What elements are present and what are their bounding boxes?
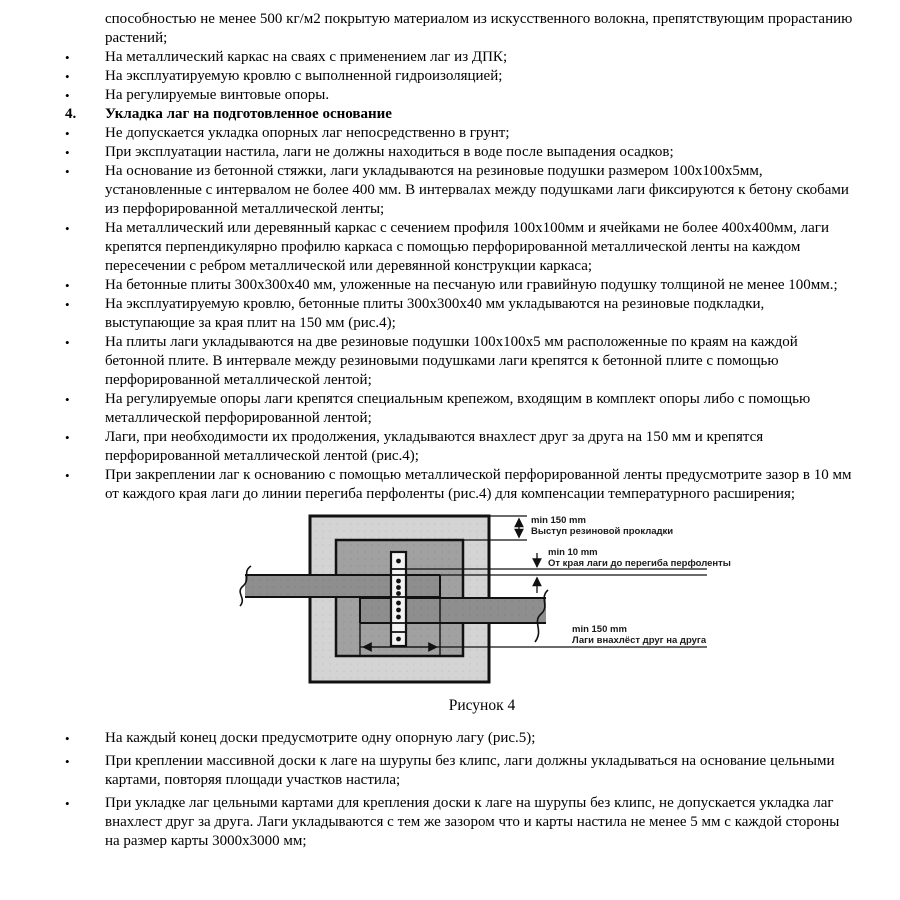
list-item — [62, 10, 857, 48]
section-number: 4. — [65, 106, 77, 122]
list-item-text: При эксплуатации настила, лаги не должны находиться в воде после выпадения осадков; — [105, 144, 674, 160]
list-item — [62, 794, 857, 851]
bullet-marker: • — [65, 50, 70, 65]
list-item-text: На каждый конец доски предусмотрите одну опорную лагу (рис.5); — [105, 730, 536, 746]
list-item-text: На металлический каркас на сваях с применением лаг из ДПК; — [105, 49, 508, 65]
figure-caption: Рисунок 4 — [448, 697, 516, 714]
bullet-marker: • — [65, 88, 70, 103]
list-item-text: При закреплении лаг к основанию с помощью металлической перфорированной ленты предусмотрите зазор в 10 мм от каждого края лаги до линии перегиба перфоленты (рис.4) для компенсации температурного расширения; — [105, 467, 852, 502]
bullet-marker: • — [65, 335, 70, 350]
bullet-marker: • — [65, 221, 70, 236]
list-item-text: На основание из бетонной стяжки, лаги укладываются на резиновые подушки размером 100х100х5мм, установленные с интервалом не более 400 мм. В интервалах между подушками лаги фиксируются к бетону скобами из перфорированной металлической ленты; — [105, 163, 849, 217]
document-page — [62, 10, 857, 851]
list-item — [62, 143, 857, 162]
bullet-marker: • — [65, 796, 70, 811]
bullet-marker: • — [65, 278, 70, 293]
annotation-pad-line1: min 150 mm — [531, 515, 586, 526]
list-item — [62, 162, 857, 219]
list-item — [62, 428, 857, 466]
list-item — [62, 219, 857, 276]
bullet-marker: • — [65, 69, 70, 84]
list-item — [62, 124, 857, 143]
annotation-fold-line1: min 10 mm — [548, 547, 598, 558]
annotation-pad-line2: Выступ резиновой прокладки — [531, 526, 674, 537]
section-heading — [62, 105, 857, 124]
annotation-fold-line2: От края лаги до перегиба перфоленты — [548, 558, 731, 569]
list-item — [62, 48, 857, 67]
perforated-tape — [391, 552, 406, 646]
bullet-marker: • — [65, 430, 70, 445]
annotation-overlap-line1: min 150 mm — [572, 624, 627, 635]
list-item — [62, 295, 857, 333]
list-item — [62, 67, 857, 86]
list-item — [62, 752, 857, 790]
list-item — [62, 729, 857, 748]
list-item-text: При креплении массивной доски к лаге на шурупы без клипс, лаги должны укладываться на основание цельными картами, повторяя площади участков настила; — [105, 753, 835, 788]
bullet-marker: • — [65, 164, 70, 179]
list-item-text: На регулируемые винтовые опоры. — [105, 87, 330, 103]
bullet-marker: • — [65, 145, 70, 160]
bullet-marker: • — [65, 126, 70, 141]
list-item-text: На эксплуатируемую кровлю, бетонные плиты 300х300х40 мм укладываются на резиновые подкладки, выступающие за края плит на 150 мм (рис.4); — [105, 296, 765, 331]
figure-diagram — [230, 508, 770, 690]
list-item — [62, 86, 857, 105]
bullet-marker: • — [65, 754, 70, 769]
figure-4 — [62, 508, 857, 723]
bullet-marker: • — [65, 468, 70, 483]
list-item-text: На регулируемые опоры лаги крепятся специальным крепежом, входящим в комплект опоры либо с помощью металлической перфорированной лентой; — [105, 391, 811, 426]
list-item-text: Не допускается укладка опорных лаг непосредственно в грунт; — [105, 125, 510, 141]
bullet-marker: • — [65, 731, 70, 746]
list-item — [62, 390, 857, 428]
list-item-text: На металлический или деревянный каркас с сечением профиля 100х100мм и ячейками не более 400х400мм, лаги крепятся перпендикулярно профилю каркаса с помощью перфорированной металлической ленты на каждом пересечении с ребром металлической или деревянной конструкции каркаса; — [105, 220, 829, 274]
annotation-overlap-line2: Лаги внахлёст друг на друга — [572, 635, 707, 646]
list-item — [62, 276, 857, 295]
list-item — [62, 333, 857, 390]
list-item-text: На эксплуатируемую кровлю с выполненной гидроизоляцией; — [105, 68, 503, 84]
bullet-marker: • — [65, 297, 70, 312]
list-item — [62, 466, 857, 504]
bullet-marker: • — [65, 392, 70, 407]
section-title: Укладка лаг на подготовленное основание — [105, 106, 392, 122]
list-item-text: Лаги, при необходимости их продолжения, укладываются внахлест друг за друга на 150 мм и крепятся перфорированной металлической лентой (рис.4); — [105, 429, 764, 464]
list-item-text: На бетонные плиты 300х300х40 мм, уложенные на песчаную или гравийную подушку толщиной не менее 100мм.; — [105, 277, 838, 293]
list-item-text: способностью не менее 500 кг/м2 покрытую материалом из искусственного волокна, препятствующим прорастанию растений; — [105, 11, 853, 46]
list-item-text: При укладке лаг цельными картами для крепления доски к лаге на шурупы без клипс, не допускается укладка лаг внахлест друг за друга. Лаги укладываются с тем же зазором что и карты настила не менее 5 мм с каждой стороны на размер карты 3000х3000 мм; — [105, 795, 840, 849]
list-item-text: На плиты лаги укладываются на две резиновые подушки 100х100х5 мм расположенные по краям на каждой бетонной плите. В интервале между резиновыми подушками лаги крепятся к бетонной плите с помощью перфорированной металлической лентой; — [105, 334, 798, 388]
